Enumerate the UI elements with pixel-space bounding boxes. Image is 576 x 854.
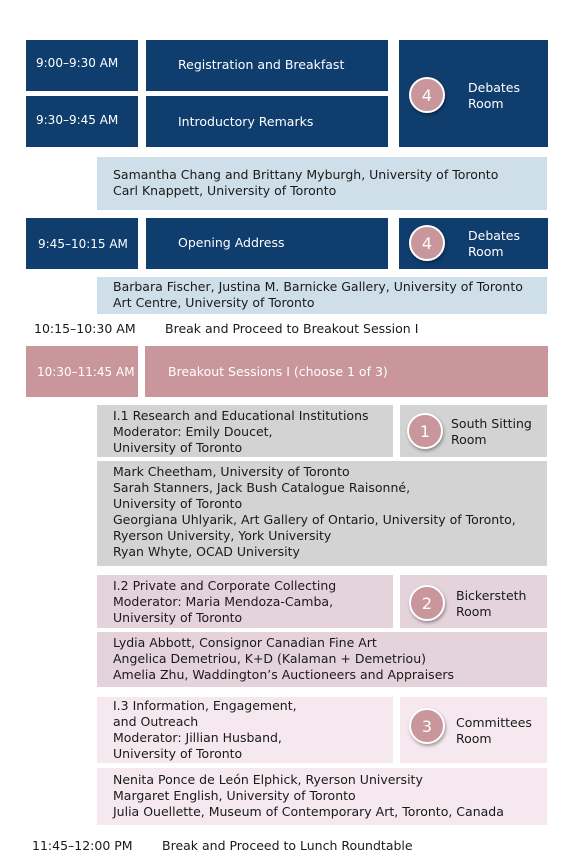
speakers-session-3 [97, 768, 547, 825]
session-line: University of Toronto [113, 610, 243, 625]
speaker-line: Angelica Demetriou, K+D (Kalaman + Demetriou) [113, 651, 427, 666]
session-cell-introductory [146, 96, 388, 147]
speakers-session-2 [97, 632, 547, 687]
time-cell-opening [26, 218, 138, 269]
room-cell-debates-2 [399, 218, 548, 269]
session-line: University of Toronto [113, 746, 243, 761]
break1-time: 10:15–10:30 AM [34, 321, 136, 336]
session-line: University of Toronto [113, 440, 243, 455]
speakers-session-1 [97, 461, 547, 566]
room-name-line1: Bickersteth [456, 588, 527, 603]
session-line: I.1 Research and Educational Institutions [113, 408, 369, 423]
speakers-block2 [97, 277, 547, 314]
speaker-line: Nenita Ponce de León Elphick, Ryerson University [113, 772, 423, 787]
speaker-line: Art Centre, University of Toronto [113, 295, 315, 310]
time-breakout: 10:30–11:45 AM [37, 365, 135, 379]
session-cell-breakout [145, 346, 548, 397]
room-number-badge: 4 [409, 225, 445, 261]
speaker-line: Julia Ouellette, Museum of Contemporary Art, Toronto, Canada [113, 804, 504, 819]
title-registration: Registration and Breakfast [178, 57, 345, 72]
session-cell-registration [146, 40, 388, 91]
title-breakout: Breakout Sessions I (choose 1 of 3) [168, 364, 388, 379]
session-line: I.3 Information, Engagement, [113, 698, 297, 713]
room-number-badge: 3 [409, 708, 445, 744]
time-registration: 9:00–9:30 AM [36, 56, 119, 70]
speaker-line: Margaret English, University of Toronto [113, 788, 356, 803]
speaker-line: Samantha Chang and Brittany Myburgh, University of Toronto [113, 167, 499, 182]
session-header-3 [97, 697, 393, 763]
session-line: and Outreach [113, 714, 199, 729]
room-name-line1: Debates [468, 80, 521, 95]
room-name-line2: Room [468, 96, 504, 111]
room-name-line1: South Sitting [451, 416, 532, 431]
speaker-line: Mark Cheetham, University of Toronto [113, 464, 350, 479]
room-cell-bickersteth [400, 575, 547, 628]
session-header-1 [97, 405, 393, 457]
speaker-line: Carl Knappett, University of Toronto [113, 183, 337, 198]
session-line: Moderator: Jillian Husband, [113, 730, 282, 745]
time-cell-registration [26, 40, 138, 91]
title-opening: Opening Address [178, 235, 285, 250]
session-cell-opening [146, 218, 388, 269]
room-cell-committees [400, 697, 547, 763]
speaker-line: Amelia Zhu, Waddington’s Auctioneers and Appraisers [113, 667, 455, 682]
time-cell-introductory [26, 96, 138, 147]
speaker-line: Ryan Whyte, OCAD University [113, 544, 300, 559]
room-number-badge: 1 [407, 413, 443, 449]
time-cell-breakout [26, 346, 138, 397]
time-opening: 9:45–10:15 AM [38, 237, 128, 251]
room-name-line1: Debates [468, 228, 521, 243]
room-number-badge: 4 [409, 77, 445, 113]
break2-time: 11:45–12:00 PM [32, 838, 133, 853]
speaker-line: University of Toronto [113, 496, 243, 511]
session-header-2 [97, 575, 393, 628]
break2-title: Break and Proceed to Lunch Roundtable [162, 838, 413, 853]
speaker-line: Ryerson University, York University [113, 528, 332, 543]
room-name-line2: Room [468, 244, 504, 259]
session-line: Moderator: Emily Doucet, [113, 424, 273, 439]
room-name-line1: Committees [456, 715, 532, 730]
speaker-line: Barbara Fischer, Justina M. Barnicke Gallery, University of Toronto [113, 279, 523, 294]
speaker-line: Georgiana Uhlyarik, Art Gallery of Ontario, University of Toronto, [113, 512, 516, 527]
room-number-badge: 2 [409, 585, 445, 621]
session-line: Moderator: Maria Mendoza-Camba, [113, 594, 334, 609]
break1-title: Break and Proceed to Breakout Session I [165, 321, 419, 336]
room-name-line2: Room [451, 432, 487, 447]
title-introductory: Introductory Remarks [178, 114, 314, 129]
room-name-line2: Room [456, 731, 492, 746]
speaker-line: Sarah Stanners, Jack Bush Catalogue Raisonné, [113, 480, 411, 495]
speakers-block1 [97, 157, 547, 210]
room-name-line2: Room [456, 604, 492, 619]
room-cell-debates-1 [399, 40, 548, 147]
time-introductory: 9:30–9:45 AM [36, 113, 119, 127]
session-line: I.2 Private and Corporate Collecting [113, 578, 337, 593]
speaker-line: Lydia Abbott, Consignor Canadian Fine Art [113, 635, 377, 650]
room-cell-south-sitting [400, 405, 547, 457]
